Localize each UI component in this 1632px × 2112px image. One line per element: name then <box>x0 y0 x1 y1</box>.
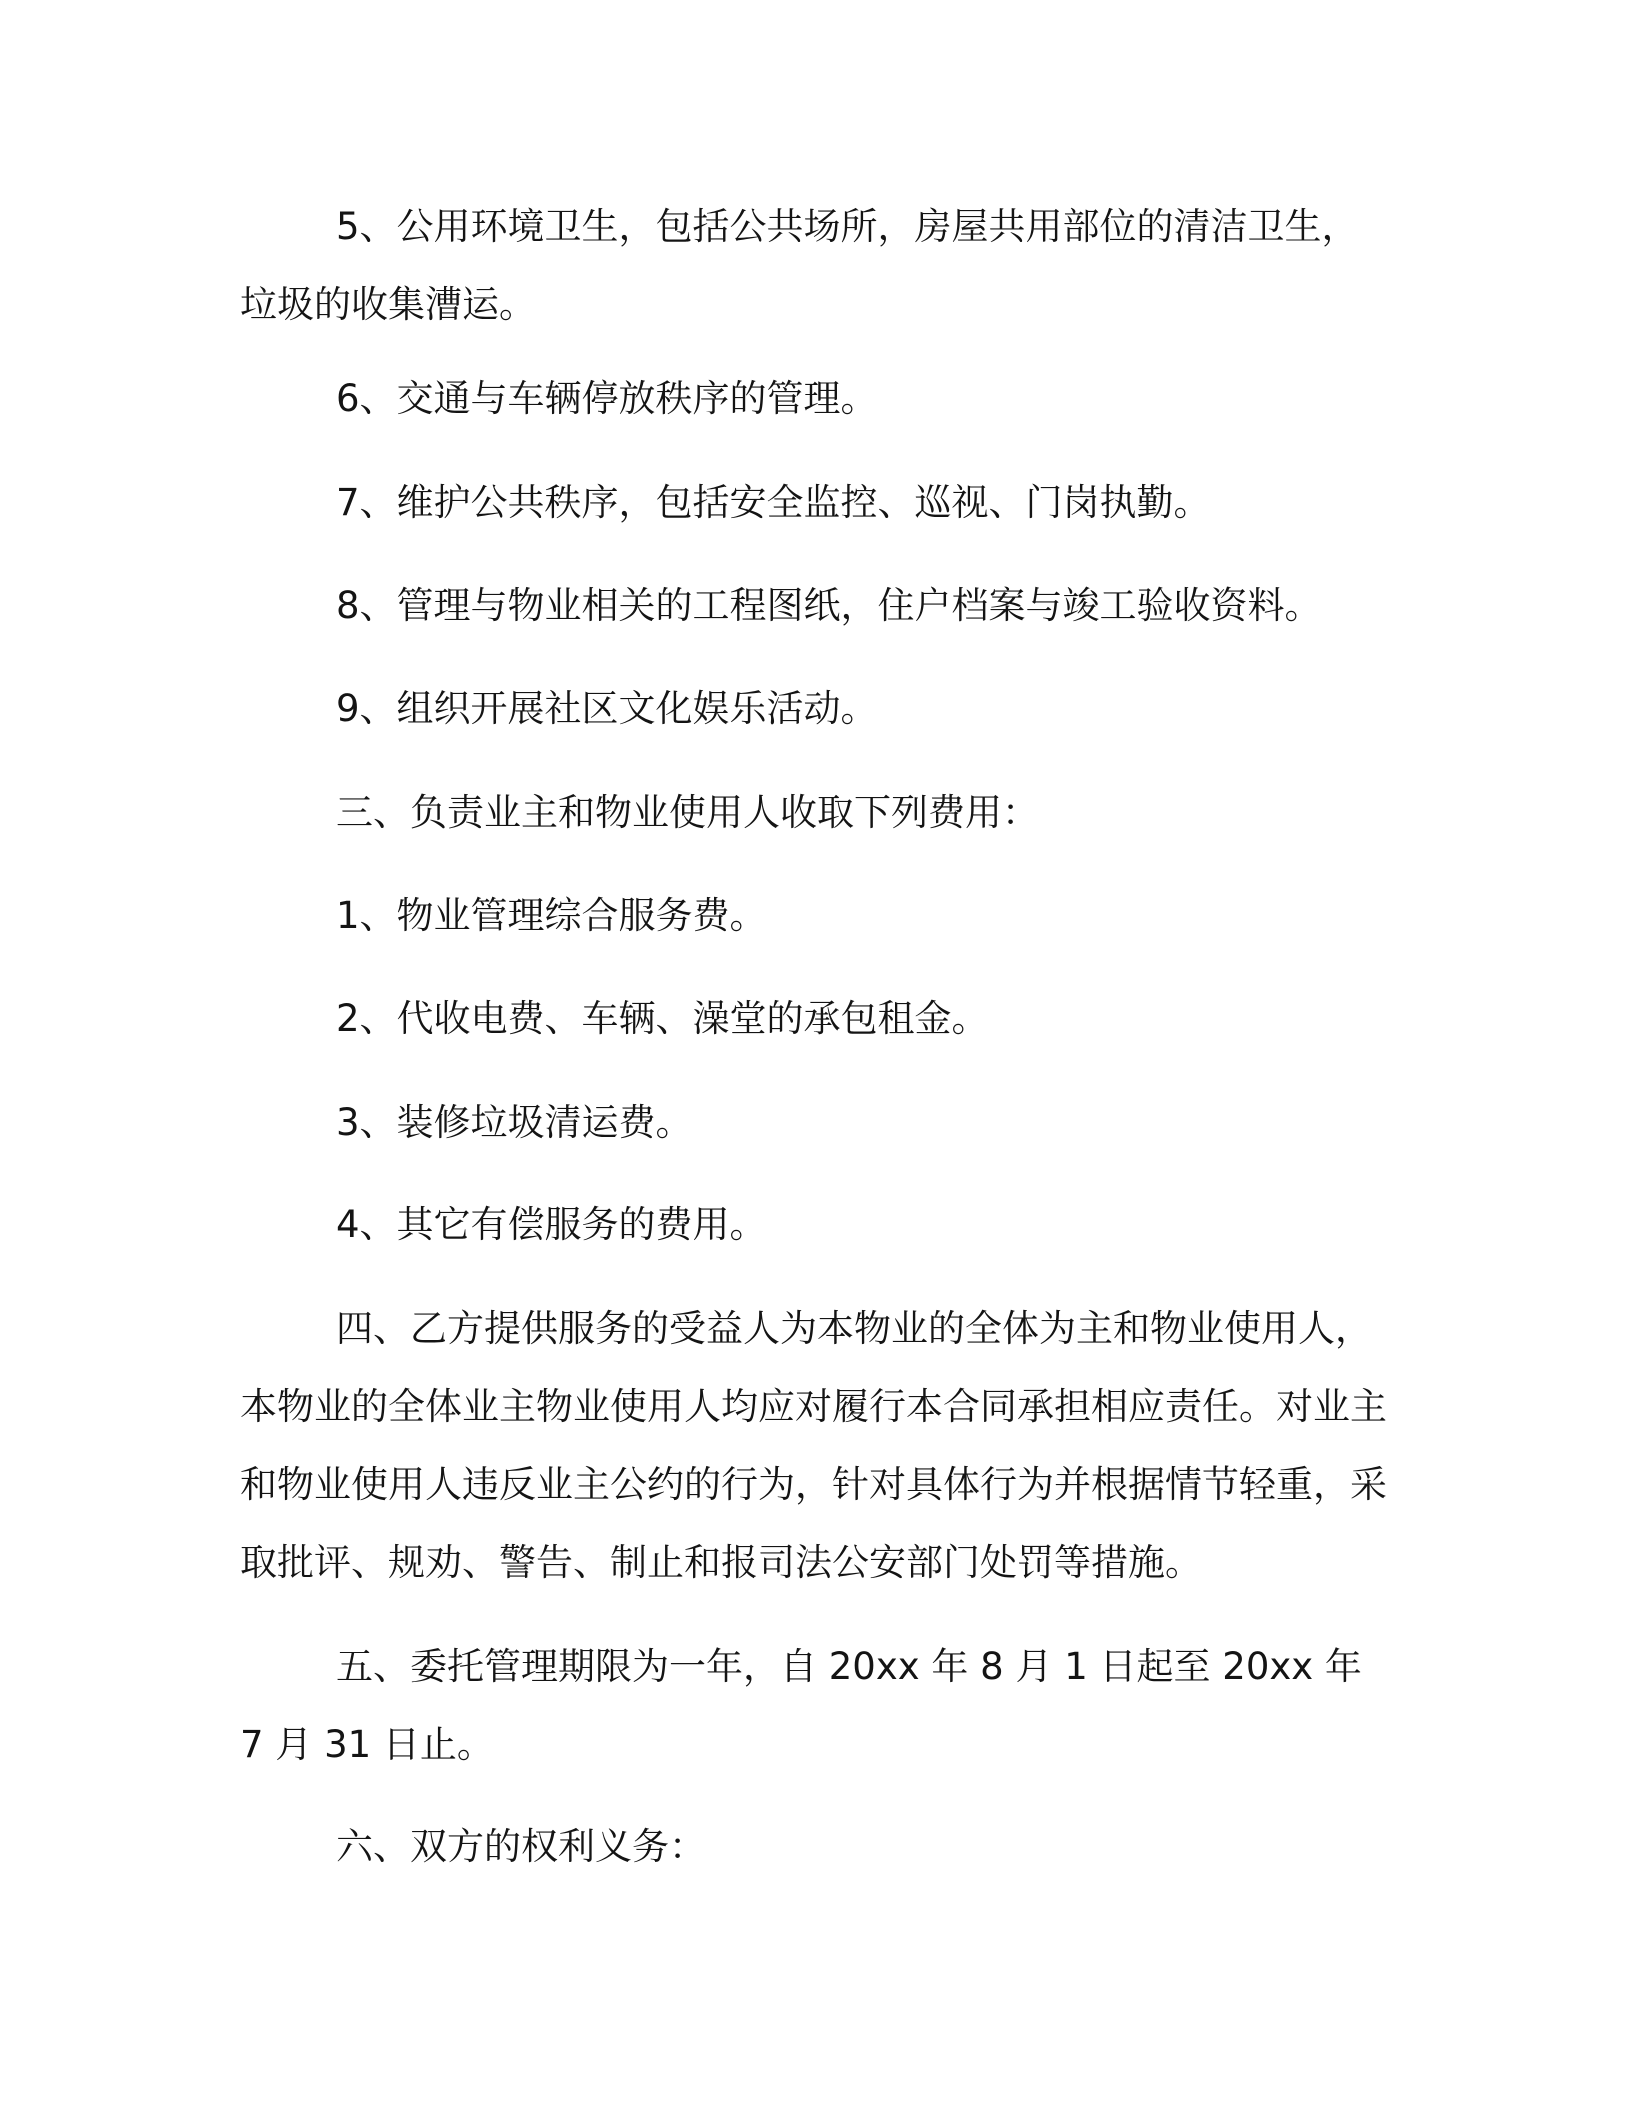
section-heading-fees: 三、负责业主和物业使用人收取下列费用： <box>336 791 1039 834</box>
paragraph-item-5-sanitation: 5、公用环境卫生，包括公共场所，房屋共用部位的清洁卫生，垃圾的收集漕运。 <box>240 205 1359 326</box>
section-paragraph-beneficiaries: 四、乙方提供服务的受益人为本物业的全体为主和物业使用人，本物业的全体业主物业使用人均应对履行本合同承担相应责任。对业主和物业使用人违反业主公约的行为，针对具体行为并根据情节轻重，采取批评、规劝、警告、制止和报司法公安部门处罚等措施。 <box>240 1307 1387 1584</box>
fee-item-2: 2、代收电费、车辆、澡堂的承包租金。 <box>336 997 989 1040</box>
paragraph-item-7-public-order: 7、维护公共秩序，包括安全监控、巡视、门岗执勤。 <box>336 481 1211 524</box>
section-paragraph-term: 五、委托管理期限为一年，自 20xx 年 8 月 1 日起至 20xx 年 7 月 31 日止。 <box>240 1645 1362 1766</box>
fee-item-1: 1、物业管理综合服务费。 <box>336 894 767 937</box>
paragraph-item-9-activities: 9、组织开展社区文化娱乐活动。 <box>336 687 878 730</box>
fee-item-4: 4、其它有偿服务的费用。 <box>336 1203 767 1246</box>
fee-item-3: 3、装修垃圾清运费。 <box>336 1101 693 1144</box>
paragraph-item-8-records: 8、管理与物业相关的工程图纸，住户档案与竣工验收资料。 <box>336 584 1322 627</box>
section-heading-rights-obligations: 六、双方的权利义务： <box>336 1825 706 1868</box>
paragraph-item-6-traffic: 6、交通与车辆停放秩序的管理。 <box>336 377 878 420</box>
